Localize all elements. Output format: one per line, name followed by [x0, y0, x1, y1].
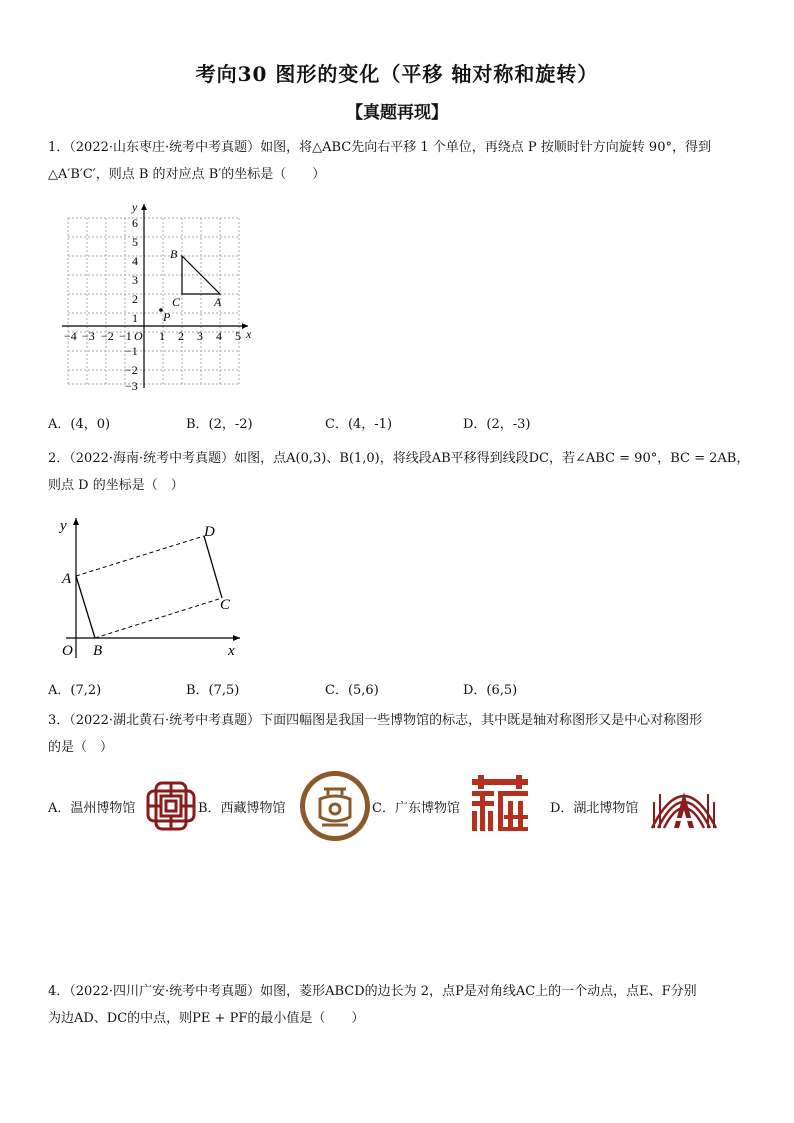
q3-option-b[interactable]: B．西藏博物馆	[198, 801, 286, 816]
q1-ytick: −2	[125, 363, 138, 377]
q1-option-a[interactable]: A．(4，0)	[48, 417, 111, 432]
q1-ytick: 4	[132, 254, 138, 268]
q1-option-d[interactable]: D．(2，-3)	[463, 417, 531, 432]
guangdong-museum-logo	[468, 775, 532, 837]
q1-triangle-abc	[182, 256, 220, 294]
q2-y-label: y	[60, 518, 67, 534]
q2-x-label: x	[228, 643, 235, 659]
q1-xtick: −4	[64, 329, 77, 343]
q3-line1: 3．（2022·湖北黄石·统考中考真题）下面四幅图是我国一些博物馆的标志，其中既是轴对称图形又是中心对称图形	[48, 713, 703, 728]
q2-option-a[interactable]: A．(7,2)	[48, 683, 102, 698]
page-title: 考向30 图形的变化（平移 轴对称和旋转）	[195, 62, 599, 86]
q1-point-c: C	[172, 295, 181, 309]
q3-line2: 的是（ ）	[48, 740, 114, 755]
q1-line2: △A′B′C′，则点 B 的对应点 B′的坐标是（ ）	[48, 167, 326, 182]
q1-xtick: 4	[216, 329, 222, 343]
q4-text	[48, 978, 758, 1032]
q3-text	[48, 707, 758, 761]
q3-option-d[interactable]: D．湖北博物馆	[550, 801, 639, 816]
q1-xtick: −2	[101, 329, 114, 343]
q1-xtick: −3	[82, 329, 95, 343]
q3-option-a[interactable]: A．温州博物馆	[48, 801, 136, 816]
q2-figure	[52, 512, 248, 662]
q1-ytick: −3	[125, 379, 138, 393]
q1-x-label: x	[246, 327, 252, 341]
tibet-museum-logo	[298, 769, 372, 843]
q2-text	[48, 445, 758, 499]
q1-xtick: 3	[197, 329, 203, 343]
q1-ytick: 2	[132, 292, 138, 306]
q1-ytick: 5	[132, 235, 138, 249]
q2-line1: 2．（2022·海南·统考中考真题）如图，点A(0,3)、B(1,0)，将线段AB平移得到线段DC，若∠ABC = 90°，BC = 2AB，	[48, 451, 750, 466]
q2-segment-ab	[76, 576, 95, 638]
section-heading: 【真题再现】	[346, 103, 448, 123]
q1-option-c[interactable]: C．(4，-1)	[325, 417, 393, 432]
q1-xtick: −1	[119, 329, 132, 343]
q1-line1: 1．（2022·山东枣庄·统考中考真题）如图，将△ABC先向右平移 1 个单位，再绕点 P 按顺时针方向旋转 90°，得到	[48, 140, 711, 155]
q1-ytick: 6	[132, 216, 138, 230]
q1-xtick: 1	[159, 329, 165, 343]
q1-option-b[interactable]: B．(2，-2)	[186, 417, 253, 432]
q1-ytick: −1	[125, 344, 138, 358]
q2-origin: O	[62, 643, 73, 659]
q4-line1: 4．（2022·四川广安·统考中考真题）如图，菱形ABCD的边长为 2，点P是对角线AC上的一个动点，点E、F分别	[48, 984, 697, 999]
q1-origin: O	[134, 329, 143, 343]
q2-option-b[interactable]: B．(7,5)	[186, 683, 240, 698]
q1-text	[48, 134, 758, 188]
q2-option-d[interactable]: D．(6,5)	[463, 683, 518, 698]
q2-segment-ad	[76, 536, 204, 576]
wenzhou-museum-logo	[144, 779, 198, 833]
q1-ytick: 3	[132, 273, 138, 287]
q2-option-c[interactable]: C．(5,6)	[325, 683, 379, 698]
q2-point-a: A	[62, 571, 72, 587]
q1-point-a: A	[214, 295, 222, 309]
q2-line2: 则点 D 的坐标是（ ）	[48, 478, 184, 493]
q1-figure	[58, 198, 263, 394]
q4-line2: 为边AD、DC的中点，则PE + PF的最小值是（ ）	[48, 1011, 365, 1026]
q2-point-d: D	[204, 524, 215, 540]
q1-y-label: y	[132, 200, 138, 214]
q2-point-b: B	[93, 643, 103, 659]
hubei-museum-logo	[648, 782, 720, 832]
q1-point-p: P	[163, 310, 171, 324]
q1-xtick: 2	[178, 329, 184, 343]
q2-segment-dc	[204, 536, 222, 598]
q3-option-c[interactable]: C．广东博物馆	[372, 801, 460, 816]
q2-segment-bc	[95, 598, 222, 638]
q2-point-c: C	[220, 597, 231, 613]
q1-ytick: 1	[132, 311, 138, 325]
q1-xtick: 5	[235, 329, 241, 343]
q1-point-b: B	[170, 247, 178, 261]
